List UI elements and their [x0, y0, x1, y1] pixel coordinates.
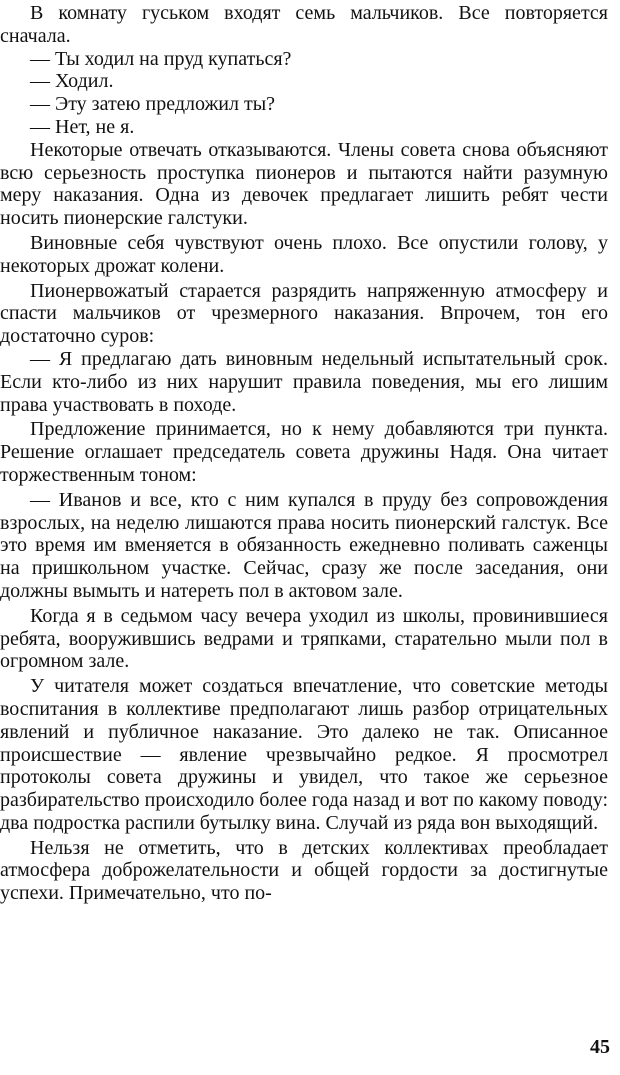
paragraph: Некоторые отвечать отказываются. Члены совета снова объясняют всю серьезность проступка пионеров и пытаются найти разумную меру наказания. Одна из девочек предлагает лишить ребят чести носить пионерские галстуки.	[0, 138, 608, 230]
paragraph: Виновные себя чувствуют очень плохо. Все опустили голову, у некоторых дрожат колени.	[0, 231, 608, 277]
paragraph: — Я предлагаю дать виновным недельный испытательный срок. Если кто-либо из них нарушит правила поведения, мы его лишим права участвовать в походе.	[0, 347, 608, 416]
page-number: 45	[590, 1036, 610, 1058]
paragraph: У читателя может создаться впечатление, что советские методы воспитания в коллективе предполагают лишь разбор отрицательных явлений и публичное наказание. Это далеко не так. Описанное происшествие — явление чрезвычайно редкое. Я просмотрел протоколы совета дружины и увидел, что такое же серьезное разбирательство происходило более года назад и вот по какому поводу: два подростка распили бутылку вина. Случай из ряда вон выходящий.	[0, 675, 608, 834]
paragraph: В комнату гуськом входят семь мальчиков. Все повторяется сначала.	[0, 2, 608, 47]
paragraph: — Иванов и все, кто с ним купался в пруду без сопровождения взрослых, на неделю лишаются права носить пионерский галстук. Все это время им вменяется в обязанность ежедневно поливать саженцы на пришкольном участке. Сейчас, сразу же после заседания, они должны вымыть и натереть пол в актовом зале.	[0, 488, 608, 602]
paragraph: Пионервожатый старается разрядить напряженную атмосферу и спасти мальчиков от чрезмерного наказания. Впрочем, тон его достаточно суров:	[0, 279, 608, 348]
paragraph: — Ты ходил на пруд купаться?	[30, 47, 292, 70]
paragraph: Когда я в седьмом часу вечера уходил из школы, провинившиеся ребята, вооружившись ведрами и тряпками, старательно мыли пол в огромном зале.	[0, 604, 608, 673]
paragraph: — Ходил.	[30, 70, 114, 93]
paragraph: Предложение принимается, но к нему добавляются три пункта. Решение оглашает председатель совета дружины Надя. Она читает торжественным тоном:	[0, 418, 608, 486]
paragraph: — Эту затею предложил ты?	[30, 93, 276, 116]
paragraph: — Нет, не я.	[30, 115, 135, 138]
body-text	[0, 2, 608, 905]
paragraph: Нельзя не отметить, что в детских коллективах преобладает атмосфера доброжелательности и общей гордости за достигнутые успехи. Примечательно, что по-	[0, 836, 608, 905]
